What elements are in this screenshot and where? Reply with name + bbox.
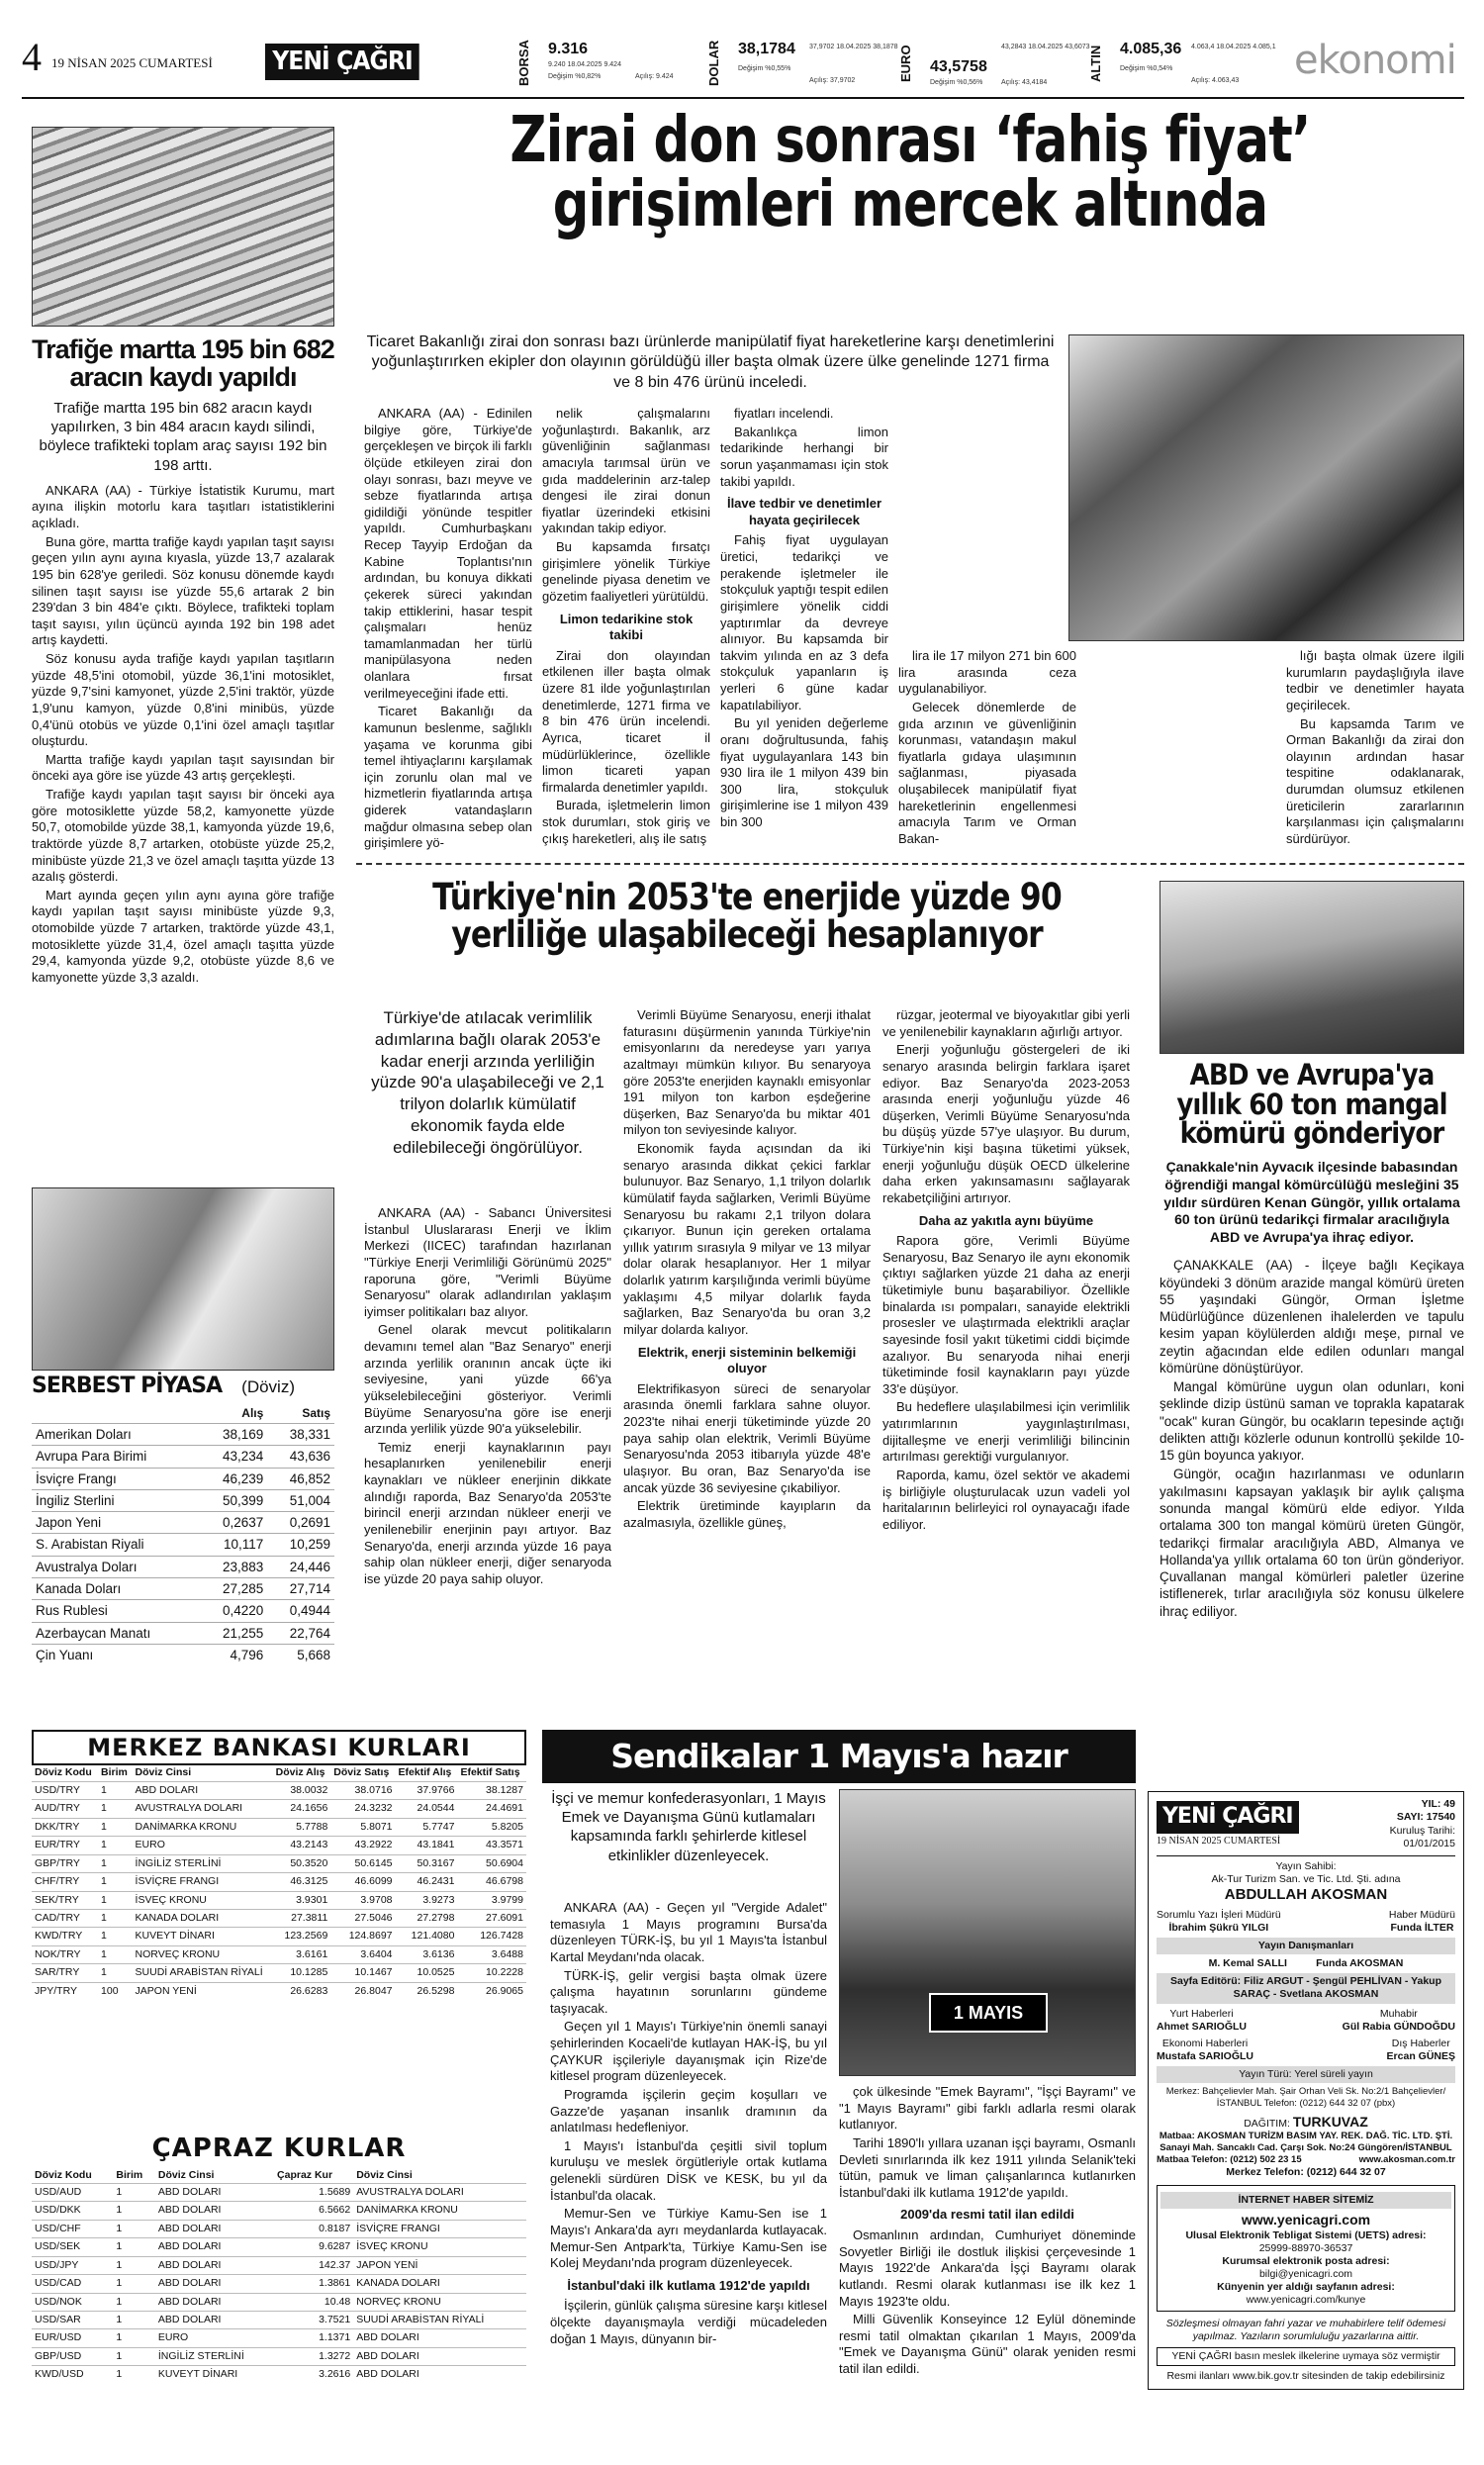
fx-row bbox=[32, 1534, 334, 1556]
fx-currency: Amerikan Doları bbox=[32, 1424, 201, 1446]
cb-cell: 5.8071 bbox=[330, 1818, 395, 1836]
mayday-lead: İşçi ve memur konfederasyonları, 1 Mayıs Emek ve Dayanışma Günü kutlamaları kapsamında farklı şehirlerde kitlesel etkinlikler düzenleyecek. bbox=[551, 1790, 826, 1864]
mayday-headline: Sendikalar 1 Mayıs'a hazır bbox=[542, 1730, 1136, 1783]
fx-row bbox=[32, 1468, 334, 1489]
cross-cell: 1 bbox=[113, 2329, 154, 2347]
cb-table bbox=[32, 1765, 526, 2000]
cb-cell: 1 bbox=[98, 1781, 133, 1799]
cross-cell: ABD DOLARI bbox=[155, 2202, 274, 2220]
cb-cell: SAR/TRY bbox=[32, 1964, 98, 1982]
serbest-piyasa bbox=[32, 1375, 334, 1665]
cross-cell: USD/CAD bbox=[32, 2275, 113, 2293]
cb-cell: 3.9799 bbox=[457, 1891, 526, 1909]
fx-sell: 51,004 bbox=[267, 1489, 334, 1511]
cross-cell: ABD DOLARI bbox=[155, 2293, 274, 2311]
cross-cell: 0.8187 bbox=[274, 2220, 353, 2237]
cross-cell: 1.5689 bbox=[274, 2183, 353, 2201]
cb-cell: 1 bbox=[98, 1800, 133, 1818]
cross-cell: USD/AUD bbox=[32, 2183, 113, 2201]
cb-header: Efektif Satış bbox=[460, 1766, 520, 1779]
cb-cell: AUD/TRY bbox=[32, 1800, 98, 1818]
cb-row bbox=[32, 1800, 526, 1818]
cross-row bbox=[32, 2293, 526, 2311]
traffic-article bbox=[32, 336, 334, 989]
central-bank-rates bbox=[32, 1730, 526, 2000]
cross-row bbox=[32, 2183, 526, 2201]
main-col3: fiyatları incelendi. Bakanlıkça limon tedarikinde herhangi bir sorun yaşanmaması için stok takibi yapıldı. İlave tedbir ve denetimler hayata geçirilecek Fahiş fiyat uygulayan üretici, tedarikçi ve perakende işletmeler ile stokçuluk yaptığı tespit edilen girişimlere yönelik ciddi yaptırımlar da devreye alınıyor. Bu kapsamda bir takvim yılında en az 3 defa stokçuluk yapanların iş yerleri 6 güne kadar kapatılabiliyor. Bu yıl yeniden değerleme oranı doğrultusunda, fahiş fiyat uygulayanlara 143 bin 930 lira ile 1 milyon 439 bin 300 lira, stokçuluk girişimlerine ise 1 milyon 439 bin 300 bbox=[720, 406, 888, 829]
section-divider bbox=[356, 863, 1464, 865]
main-col4b bbox=[1086, 648, 1276, 667]
fx-sell: 27,714 bbox=[267, 1577, 334, 1599]
traffic-body: ANKARA (AA) - Türkiye İstatistik Kurumu, mart ayına ilişkin motorlu kara taşıtları istatistiklerini açıkladı. Buna göre, martta trafiğe kaydı yapılan taşıt sayısı geçen yılın aynı ayına kıyasla, yüzde 13,7 azalarak 195 bin 628'ye geriledi. Söz konusu dönemde kaydı silinen taşıt sayısı ise yüzde 55,6 artarak 2 bin 239'dan 3 bin 484'e çıktı. Böylece, trafikteki toplam taşıt sayısı, yılın üçüncü ayında 192 bin 198 adet artış kaydetti. Söz konusu ayda trafiğe kaydı yapılan taşıtların yüzde 48,5'ini otomobil, yüzde 36,1'ini motosiklet, yüzde 9,7'sini kamyonet, yüzde 2,5'ini traktör, yüzde 1,9'unu kamyon, yüzde 0,8'ini minibüs, yüzde 0,4'ünü otobüs ve yüzde 0,1'ini özel amaçlı taşıtlar oluşturdu. Martta trafiğe kaydı yapılan taşıt sayısından bir önceki aya göre ise yüzde 43 artış gerçekleşti. Trafiğe kaydı yapılan taşıt sayısı bir önceki aya göre motosiklette yüzde 58,2, kamyonette yüzde 50,7, otomobilde yüzde 38,1, kamyonda yüzde 19,6, traktörde yüzde 8,7 artarken, otobüste yüzde 25,2, minibüste yüzde 21,3 ve özel amaçlı taşıtta yüzde 13 azalış gösterdi. Mart ayında geçen yılın aynı ayına göre trafiğe kaydı yapılan taşıt sayısı minibüste yüzde 9,3, otomobilde yüzde 7 artarken, traktörde yüzde 43,1, motosiklette yüzde 31,4, özel amaçlı taşıtta yüzde 29,4, kamyonda yüzde 9,2, otobüste yüzde 8,6 ve kamyonette yüzde 3,3 azaldı. bbox=[32, 482, 334, 985]
market-dolar: DOLAR 38,1784 37,9702 18.04.2025 38,1878 Değişim %0,55% Açılış: 37,9702 bbox=[706, 40, 898, 87]
coal-article bbox=[1159, 1058, 1464, 1622]
cross-cell: ABD DOLARI bbox=[353, 2366, 526, 2384]
fx-sell: 0,2691 bbox=[267, 1512, 334, 1534]
cross-cell: 1 bbox=[113, 2202, 154, 2220]
coal-headline: ABD ve Avrupa'ya yıllık 60 ton mangal kömürü gönderiyor bbox=[1176, 1058, 1447, 1151]
cb-cell: 50.6904 bbox=[457, 1854, 526, 1872]
fx-sell: 10,259 bbox=[267, 1534, 334, 1556]
cb-cell: 126.7428 bbox=[457, 1928, 526, 1945]
energy-col1: ANKARA (AA) - Sabancı Üniversitesi İstanbul Uluslararası Enerji ve İklim Merkezi (IICEC) tarafından hazırlanan "Türkiye Enerji Verimliliği Görünümü 2025" raporuna göre, "Verimli Büyüme Senaryosu" olarak adlandırılan yaklaşım iyimser politikaları baz alıyor. Genel olarak mevcut politikaların devamını temel alan "Baz Senaryo" enerji arzında yerlilik oranının ancak üçte iki seviyesine, yani yüzde 66'ya yükselebileceğini gösteriyor. Verimli Büyüme Senaryosu'na göre ise enerji arzında yerlilik yüzde 90'a yükselebilir. Temiz enerji kaynaklarının payı hesaplanırken yenilenebilir enerji kaynakları ve nükleer enerjinin dikkate alındığı raporda, Baz Senaryo'da 2053'te birincil enerji arzından nükleer enerji ve yenilenebilir enerjinin payı artıyor. Baz Senaryo'da, enerji arzında yüzde 16 paya sahip olan nükleer enerji, diğer senaryoda ise yüzde 20 paya sahip oluyor. bbox=[364, 1205, 611, 1586]
cross-rates bbox=[32, 2130, 526, 2384]
cb-cell: 43.2143 bbox=[273, 1837, 331, 1854]
cb-cell: 3.6136 bbox=[396, 1945, 458, 1963]
fx-row bbox=[32, 1446, 334, 1468]
cb-cell: 24.0544 bbox=[396, 1800, 458, 1818]
cb-row bbox=[32, 1818, 526, 1836]
fx-buy: 21,255 bbox=[201, 1622, 268, 1644]
cross-cell: USD/SAR bbox=[32, 2312, 113, 2329]
cb-row bbox=[32, 1909, 526, 1927]
cross-row bbox=[32, 2329, 526, 2347]
cross-cell: ABD DOLARI bbox=[155, 2275, 274, 2293]
cb-cell: 1 bbox=[98, 1818, 133, 1836]
cb-cell: 3.6404 bbox=[330, 1945, 395, 1963]
cross-cell: NORVEÇ KRONU bbox=[353, 2293, 526, 2311]
fx-row bbox=[32, 1556, 334, 1577]
cb-row bbox=[32, 1945, 526, 1963]
cross-title: ÇAPRAZ KURLAR bbox=[151, 2133, 407, 2163]
cb-cell: 46.2431 bbox=[396, 1873, 458, 1891]
cb-cell: 3.6161 bbox=[273, 1945, 331, 1963]
cross-cell: USD/JPY bbox=[32, 2256, 113, 2274]
cross-cell: JAPON YENİ bbox=[353, 2256, 526, 2274]
cross-row bbox=[32, 2220, 526, 2237]
cb-cell: 10.2228 bbox=[457, 1964, 526, 1982]
cross-cell: 1 bbox=[113, 2366, 154, 2384]
main-headline: Zirai don sonrası ‘fahiş fiyat’ girişimleri mercek altında bbox=[510, 104, 1311, 242]
cross-cell: SUUDİ ARABİSTAN RİYALİ bbox=[353, 2312, 526, 2329]
cross-cell: ABD DOLARI bbox=[155, 2238, 274, 2256]
cb-row bbox=[32, 1891, 526, 1909]
cb-cell: 26.9065 bbox=[457, 1982, 526, 2000]
cross-header: Döviz Cinsi bbox=[157, 2168, 215, 2181]
cb-cell: 27.3811 bbox=[273, 1909, 331, 1927]
fx-currency: İngiliz Sterlini bbox=[32, 1489, 201, 1511]
market-altin: ALTIN 4.085,36 4.063,4 18.04.2025 4.085,1 Değişim %0,54% Açılış: 4.063,43 bbox=[1088, 41, 1276, 84]
fx-currency: Kanada Doları bbox=[32, 1577, 201, 1599]
mayday-photo bbox=[839, 1789, 1136, 2076]
cb-cell: 124.8697 bbox=[330, 1928, 395, 1945]
cross-row bbox=[32, 2275, 526, 2293]
cb-cell: USD/TRY bbox=[32, 1781, 98, 1799]
cross-cell: İNGİLİZ STERLİNİ bbox=[155, 2347, 274, 2365]
cb-header: Birim bbox=[101, 1766, 128, 1779]
cb-row bbox=[32, 1873, 526, 1891]
mayday-banner: 1 MAYIS bbox=[929, 1993, 1048, 2033]
serbest-subtitle: (Döviz) bbox=[241, 1377, 295, 1396]
cb-cell: 38.0716 bbox=[330, 1781, 395, 1799]
fx-buy: 23,883 bbox=[201, 1556, 268, 1577]
main-col5: lığı başta olmak üzere ilgili kurumların paydaşlığıyla ilave tedbir ve denetimler hayata geçirilecek. Bu kapsamda Tarım ve Orman Bakanlığı da zirai don olayının ardından hasar tespitine odaklanarak, durumdan olumsuz etkilenen üreticilerin zararlarının karşılanması için çalışmalarını sürdürüyor. bbox=[1286, 648, 1464, 846]
fx-buy: 0,4220 bbox=[201, 1600, 268, 1622]
cb-cell: 46.6798 bbox=[457, 1873, 526, 1891]
coal-lead: Çanakkale'nin Ayvacık ilçesinde babasından öğrendiği mangal kömürcülüğü mesleğini 35 yıldır sürdüren Kenan Güngör, yıllık ortalama 60 ton ürünü tedarikçi firmalar aracılığıyla ABD ve Avrupa'ya ihraç ediyor. bbox=[1163, 1158, 1460, 1246]
cb-cell: 1 bbox=[98, 1909, 133, 1927]
cross-row bbox=[32, 2366, 526, 2384]
cb-row bbox=[32, 1928, 526, 1945]
fx-row bbox=[32, 1577, 334, 1599]
cb-cell: KANADA DOLARI bbox=[133, 1909, 273, 1927]
cb-cell: 43.3571 bbox=[457, 1837, 526, 1854]
issue-date: 19 NİSAN 2025 CUMARTESİ bbox=[51, 55, 213, 70]
cb-cell: 38.0032 bbox=[273, 1781, 331, 1799]
cross-cell: 1 bbox=[113, 2256, 154, 2274]
market-euro: EURO 43,5758 43,2843 18.04.2025 43,6073 Değişim %0,56% Açılış: 43,4184 bbox=[898, 44, 1090, 86]
cross-cell: KUVEYT DİNARI bbox=[155, 2366, 274, 2384]
fx-currency: Rus Rublesi bbox=[32, 1600, 201, 1622]
cb-cell: AVUSTRALYA DOLARI bbox=[133, 1800, 273, 1818]
main-col4: lira ile 17 milyon 271 bin 600 lira arasında ceza uygulanabiliyor. Gelecek dönemlerde de gıda arzının ve güvenliğinin korunması, vatandaşın makul fiyatlarla gıdaya ulaşımının sağlanması, piyasada oluşabilecek manipülatif fiyat hareketlerinin engellenmesi amacıyla Tarım ve Orman Bakan- bbox=[898, 648, 1076, 846]
cb-cell: KUVEYT DİNARI bbox=[133, 1928, 273, 1945]
cb-cell: 26.8047 bbox=[330, 1982, 395, 2000]
fx-sell: 24,446 bbox=[267, 1556, 334, 1577]
fx-sell: 0,4944 bbox=[267, 1600, 334, 1622]
cb-cell: 26.6283 bbox=[273, 1982, 331, 2000]
cb-cell: SEK/TRY bbox=[32, 1891, 98, 1909]
cross-cell: 1 bbox=[113, 2183, 154, 2201]
cross-cell: 1 bbox=[113, 2220, 154, 2237]
fx-currency: İsviçre Frangı bbox=[32, 1468, 201, 1489]
cross-cell: GBP/USD bbox=[32, 2347, 113, 2365]
cb-cell: EURO bbox=[133, 1837, 273, 1854]
cb-cell: 38.1287 bbox=[457, 1781, 526, 1799]
cb-row bbox=[32, 1837, 526, 1854]
cross-row bbox=[32, 2347, 526, 2365]
cross-cell: 1 bbox=[113, 2238, 154, 2256]
cb-header: Efektif Alış bbox=[398, 1766, 452, 1779]
currency-photo bbox=[32, 1187, 334, 1371]
cross-cell: İSVEÇ KRONU bbox=[353, 2238, 526, 2256]
cb-cell: EUR/TRY bbox=[32, 1837, 98, 1854]
fx-buy: 10,117 bbox=[201, 1534, 268, 1556]
cross-header: Döviz Kodu bbox=[35, 2168, 92, 2181]
cb-cell: JAPON YENİ bbox=[133, 1982, 273, 2000]
cb-cell: KWD/TRY bbox=[32, 1928, 98, 1945]
traffic-headline: Trafiğe martta 195 bin 682 aracın kaydı yapıldı bbox=[32, 334, 334, 392]
fx-sell: 38,331 bbox=[267, 1424, 334, 1446]
masthead-logo: YENİ ÇAĞRI bbox=[265, 44, 419, 80]
cross-cell: İSVİÇRE FRANGI bbox=[353, 2220, 526, 2237]
imprint-box: YENİ ÇAĞRI 19 NİSAN 2025 CUMARTESİ YIL: 49 SAYI: 17540 Kuruluş Tarihi: 01/01/2015 Yayın Sahibi: Ak-Tur Turizm San. ve Tic. Ltd. Şti. adına ABDULLAH AKOSMAN Sorumlu Yazı İşleri Müdürü İbrahim Şükrü YILGI Haber Müdürü Funda İLTER Yayın Danışmanları M. Kemal SALLI Funda AKOSMAN Sayfa Editörü: Filiz ARGUT - Şengül PEHLİVAN - Yakup SARAÇ - Svetlana AKOSMAN Yurt Haberleri Ahmet SARIOĞLU Muhabir Gül Rabia GÜNDOĞDU Ekonomi Haberleri Mustafa SARIOĞLU Dış Haberler Ercan GÜNEŞ Yayın Türü: Yerel süreli yayın Merkez: Bahçelievler Mah. Şair Orhan Veli Sk. No:2/1 Bahçelievler/İSTANBUL Telefon: (0212) 644 32 07 (pbx) DAĞITIM: TURKUVAZ Matbaa: AKOSMAN TURİZM BASIM YAY. REK. DAĞ. TİC. LTD. ŞTİ. Sanayi Mah. Sancaklı Cad. Çarşı Sok. No:24 Güngören/İSTANBUL Matbaa Telefon: (0212) 502 23 15 www.akosman.com.tr Merkez Telefon: (0212) 644 32 07 İNTERNET HABER SİTEMİZ www.yenicagri.com Ulusal Elektronik Tebligat Sistemi (UETS) adresi: 25999-88970-36537 Kurumsal elektronik posta adresi: bilgi@yenicagri.com Künyenin yer aldığı sayfanın adresi: www.yenicagri.com/kunye Sözleşmesi olmayan fahri yazar ve muhabirlere telif ödemesi yapılmaz. Yazıların sorumluluğu yazarlarına aittir. YENİ ÇAĞRI basın meslek ilkelerine uymaya söz vermiştir Resmi ilanları www.bik.gov.tr sitesinden de takip edebilirsiniz bbox=[1148, 1791, 1464, 2390]
fx-buy: 46,239 bbox=[201, 1468, 268, 1489]
cb-cell: 1 bbox=[98, 1873, 133, 1891]
cross-cell: ABD DOLARI bbox=[353, 2329, 526, 2347]
cb-cell: 3.6488 bbox=[457, 1945, 526, 1963]
cross-cell: 3.7521 bbox=[274, 2312, 353, 2329]
cross-cell: 10.48 bbox=[274, 2293, 353, 2311]
main-lead: Ticaret Bakanlığı zirai don sonrası bazı ürünlerde manipülatif fiyat hareketlerine karşı denetimlerini yoğunlaştırırken ekipler don olayının görüldüğü iller başta olmak üzere ülke genelinde 1271 firma ve 8 bin 476 ürünü inceledi. bbox=[366, 333, 1055, 391]
fx-currency: Çin Yuanı bbox=[32, 1644, 201, 1665]
energy-col2: Verimli Büyüme Senaryosu, enerji ithalat faturasını düşürmenin yanında Türkiye'nin emisyonlarını da neredeyse yarı yarıya azaltmayı mümkün kılıyor. Bu senaryoya göre 2053'te enerjiden kaynaklı emisyonlar 191 milyon ton karbon eşdeğerine düşerken, Baz Senaryo'da bu miktar 401 milyon ton seviyesinde kalıyor. Ekonomik fayda açısından da iki senaryo arasında dikkat çekici farklar bulunuyor. Baz Senaryo, 1,1 trilyon dolarlık kümülatif fayda sağlarken, Verimli Büyüme Senaryosu bu rakamı 2,1 trilyon dolara çıkarıyor. Bunun için gereken ortalama yıllık yatırım sırasıyla 9 milyar ve 13 milyar dolar olarak hesaplanıyor. Her 1 milyar dolarlık yatırım karşılığında verimli büyüme yaklaşımı 4,5 milyar dolarlık fayda sağlarken, Baz Senaryo'da bu oran 3,2 milyar dolarda kalıyor. Elektrik, enerji sisteminin belkemiği oluyor Elektrifikasyon süreci de senaryolar arasında önemli farklara sahne oluyor. 2023'te nihai enerji tüketiminde yüzde 20 paya sahip olan elektrik, Verimli Büyüme Senaryosu'nda 2053 itibarıyla yüzde 48'e ulaşıyor. Bu oran, Baz Senaryo'da ise ancak yüzde 36 seviyesine çıkabiliyor. Elektrik üretiminde kayıpların da azalmasıyla, özellikle güneş, bbox=[623, 1007, 871, 1530]
cross-cell: 9.6287 bbox=[274, 2238, 353, 2256]
traffic-lead: Trafiğe martta 195 bin 682 aracın kaydı yapılırken, 3 bin 484 aracın kaydı silindi, böylece trafikteki toplam araç sayısı 192 bin 198 arttı. bbox=[39, 400, 327, 474]
fx-currency: S. Arabistan Riyali bbox=[32, 1534, 201, 1556]
main-col1: ANKARA (AA) - Edinilen bilgiye göre, Türkiye'de gerçekleşen ve birçok ili farklı ölçüde etkileyen zirai don olayı sonrası, bazı meyve ve sebze fiyatlarında artışa gidildiği yönünde tespitler yapıldı. Cumhurbaşkanı Recep Tayyip Erdoğan da Kabine Toplantısı'nın ardından, bu konuya dikkati çekerek süreci yakından takip ettiklerini, hasar tespit çalışmaları henüz tamamlanmadan her türlü manipülasyona neden olanlara fırsat verilmeyeceğini ifade etti. Ticaret Bakanlığı da kamunun beslenme, sağlıklı yaşama ve korunma gibi temel ihtiyaçlarını karşılamak için zorunlu olan mal ve hizmetlerin fiyatlarında artışa giderek vatandaşların mağdur olmasına sebep olan girişimlere yö- bbox=[364, 406, 532, 851]
cross-cell: USD/CHF bbox=[32, 2220, 113, 2237]
cb-cell: İNGİLİZ STERLİNİ bbox=[133, 1854, 273, 1872]
cb-cell: 123.2569 bbox=[273, 1928, 331, 1945]
fx-currency: Japon Yeni bbox=[32, 1512, 201, 1534]
cb-header: Döviz Alış bbox=[275, 1766, 325, 1779]
cross-cell: EURO bbox=[155, 2329, 274, 2347]
energy-headline: Türkiye'nin 2053'te enerjide yüzde 90 yerliliğe ulaşabileceği hesaplanıyor bbox=[432, 876, 1062, 956]
cb-cell: 50.3520 bbox=[273, 1854, 331, 1872]
cb-cell: 27.2798 bbox=[396, 1909, 458, 1927]
cb-cell: ABD DOLARI bbox=[133, 1781, 273, 1799]
cb-cell: CAD/TRY bbox=[32, 1909, 98, 1927]
cross-cell: KANADA DOLARI bbox=[353, 2275, 526, 2293]
fx-sell: 43,636 bbox=[267, 1446, 334, 1468]
cb-cell: 1 bbox=[98, 1837, 133, 1854]
cb-cell: 3.9708 bbox=[330, 1891, 395, 1909]
fx-buy: 38,169 bbox=[201, 1424, 268, 1446]
cross-cell: USD/SEK bbox=[32, 2238, 113, 2256]
fx-row bbox=[32, 1512, 334, 1534]
page-number: 4 bbox=[22, 35, 42, 79]
page-header bbox=[0, 0, 1484, 109]
cross-cell: ABD DOLARI bbox=[353, 2347, 526, 2365]
fx-row bbox=[32, 1600, 334, 1622]
cb-cell: 1 bbox=[98, 1964, 133, 1982]
cb-cell: 1 bbox=[98, 1928, 133, 1945]
cb-header: Döviz Cinsi bbox=[135, 1766, 192, 1779]
cb-cell: 50.3167 bbox=[396, 1854, 458, 1872]
fx-row bbox=[32, 1622, 334, 1644]
fx-buy: 27,285 bbox=[201, 1577, 268, 1599]
cross-cell: USD/DKK bbox=[32, 2202, 113, 2220]
cb-cell: 3.9273 bbox=[396, 1891, 458, 1909]
cb-title: MERKEZ BANKASI KURLARI bbox=[32, 1730, 526, 1765]
cross-cell: 1.1371 bbox=[274, 2329, 353, 2347]
fx-row bbox=[32, 1644, 334, 1665]
cross-row bbox=[32, 2312, 526, 2329]
fx-currency: Azerbaycan Manatı bbox=[32, 1622, 201, 1644]
cb-cell: İSVİÇRE FRANGI bbox=[133, 1873, 273, 1891]
cross-row bbox=[32, 2238, 526, 2256]
cross-table bbox=[32, 2168, 526, 2384]
cross-header: Çapraz Kur bbox=[277, 2168, 333, 2181]
cross-cell: EUR/USD bbox=[32, 2329, 113, 2347]
cb-cell: 27.6091 bbox=[457, 1909, 526, 1927]
mayday-col2: çok ülkesinde "Emek Bayramı", "İşçi Bayramı" ve "1 Mayıs Bayramı" gibi farklı adlarla resmi olarak kutlanıyor. Tarihi 1890'lı yıllara uzanan işçi bayramı, Osmanlı Devleti sınırlarında ilk kez 1911 yılında Selanik'teki tütün, pamuk ve liman çalışanlarınca kutlanırken İstanbul'daki ilk kutlama 1912'de yapıldı. 2009'da resmi tatil ilan edildi Osmanlının ardından, Cumhuriyet döneminde Sovyetler Birliği ile dostluk ilişkisi çerçevesinde 1 Mayıs 1922'de Ankara'da İşçi Bayramı olarak kutlandı. Resmi olarak kutlanması ise ilk kez 1 Mayıs 1923'te oldu. Milli Güvenlik Konseyince 12 Eylül döneminde resmi tatil olmaktan çıkarılan 1 Mayıs, 2009'da "Emek ve Dayanışma Günü" olarak yeniden resmi tatil ilan edildi. bbox=[839, 2084, 1136, 2376]
cb-row bbox=[32, 1964, 526, 1982]
cross-cell: 3.2616 bbox=[274, 2366, 353, 2384]
fx-currency: Avustralya Doları bbox=[32, 1556, 201, 1577]
cb-row bbox=[32, 1854, 526, 1872]
cross-cell: 6.5662 bbox=[274, 2202, 353, 2220]
cb-cell: SUUDİ ARABİSTAN RİYALİ bbox=[133, 1964, 273, 1982]
cb-cell: 50.6145 bbox=[330, 1854, 395, 1872]
cb-cell: 10.0525 bbox=[396, 1964, 458, 1982]
section-name: ekonomi bbox=[1294, 38, 1456, 83]
fx-row bbox=[32, 1489, 334, 1511]
cb-cell: 1 bbox=[98, 1945, 133, 1963]
cross-cell: ABD DOLARI bbox=[155, 2183, 274, 2201]
cross-cell: 1 bbox=[113, 2275, 154, 2293]
cb-cell: 43.1841 bbox=[396, 1837, 458, 1854]
cb-cell: 24.4691 bbox=[457, 1800, 526, 1818]
fx-buy: 4,796 bbox=[201, 1644, 268, 1665]
cross-cell: 1.3861 bbox=[274, 2275, 353, 2293]
cb-cell: 37.9766 bbox=[396, 1781, 458, 1799]
coal-body: ÇANAKKALE (AA) - İlçeye bağlı Keçikaya köyündeki 3 dönüm arazide mangal kömürü üreten 55 yaşındaki Güngör, Orman İşletme Müdürlüğünce düzenlenen ihalelerden ve tapulu kesim yapan köylülerden aldığı meşe, pırnal ve zeytin ağacından elde edilen odunları mangal kömürüne dönüştürüyor. Mangal kömürüne uygun olan odunları, koni şeklinde dizip üstünü saman ve toprakla kapatarak "ocak" kuran Güngör, bu ocakların tepesinde açtığı delikten attığı közlerle odunun kontrollü şekilde 10-15 gün boyunca yakıyor. Güngör, ocağın hazırlanması ve odunların yakılmasını kapsayan yaklaşık bir aylık çalışma sonunda mangal kömürü elde ediyor. Yılda ortalama 300 ton mangal kömürü üreten Güngör, tedarikçi firmalar aracılığıyla ABD, Almanya ve Hollanda'ya yıllık ortalama 60 ton ürün gönderiyor. Çuvallanan mangal kömürleri paletler üzerine istiflenerek, tırlar aracılığıyla söz konusu ülkelere ihraç ediliyor. bbox=[1159, 1258, 1464, 1619]
cb-header: Döviz Satış bbox=[333, 1766, 390, 1779]
cb-cell: GBP/TRY bbox=[32, 1854, 98, 1872]
cb-cell: DANİMARKA KRONU bbox=[133, 1818, 273, 1836]
cross-cell: USD/NOK bbox=[32, 2293, 113, 2311]
cb-header: Döviz Kodu bbox=[35, 1766, 92, 1779]
cb-cell: 27.5046 bbox=[330, 1909, 395, 1927]
cb-cell: 5.8205 bbox=[457, 1818, 526, 1836]
energy-col3: rüzgar, jeotermal ve biyoyakıtlar gibi yerli ve yenilenebilir kaynakların ağırlığı artıyor. Enerji yoğunluğu göstergeleri de iki senaryo arasında belirgin farklara işaret ediyor. Baz Senaryo'da 2023-2053 arasında enerji yoğunluğu yüzde 46 düşerken, Verimli Büyüme Senaryosu'nda bu düşüş yüzde 57'ye ulaşıyor. Bu durum, Türkiye'nin kişi başına tüketimi yüksek, enerji yoğunluğu düşük OECD ülkelerine daha erken yakınsamasını sağlayarak rekabetçiliğini artırıyor. Daha az yakıtla aynı büyüme Rapora göre, Verimli Büyüme Senaryosu, Baz Senaryo ile aynı ekonomik çıktıyı sağlarken yüzde 21 daha az enerji tüketimiyle bunu başarabiliyor. Özellikle binalarda ısı pompaları, sanayide elektrikli prosesler ve ulaştırmada elektrikli araçlar sayesinde fosil yakıt tüketimi ciddi biçimde azalıyor. Bu senaryoda nihai enerji tüketiminde fosil kaynakların payı yüzde 33'e düşüyor. Bu hedeflere ulaşılabilmesi için verimlilik yatırımlarının yaygınlaştırılması, dijitalleşme ve enerji verimliliği bilincinin artırılması gerektiği vurgulanıyor. Raporda, kamu, özel sektör ve akademi iş birliğiyle oluşturulacak uzun vadeli yol haritalarının belirleyici rol oynayacağı ifade ediliyor. bbox=[882, 1007, 1130, 1532]
header-rule bbox=[22, 97, 1464, 99]
serbest-table: Alış Satış Amerikan Doları 38,169 38,331 Avrupa Para Birimi 43,234 43,636 İsviçre Frangı 46,239 46,852 İngiliz Sterlini 50,399 51,004 Japon Yeni 0,2637 0,2691 S. Arabistan Riyali 10,117 10,259 Avustralya Doları 23,883 24,446 Kanada Doları 27,285 27,714 Rus Rublesi 0,4220 0,4944 Azerbaycan Manatı 21,255 22,764 Çin Yuanı 4,796 5,668 bbox=[32, 1404, 334, 1665]
coal-photo bbox=[1159, 881, 1464, 1054]
cb-row bbox=[32, 1781, 526, 1799]
cb-cell: 1 bbox=[98, 1891, 133, 1909]
fx-row bbox=[32, 1424, 334, 1446]
main-col2: nelik çalışmalarını yoğunlaştırdı. Bakanlık, arz güvenliğinin sağlanması amacıyla tarımsal ürün ve gıda maddelerinin arz-talep dengesi ile zirai donun fiyatlar üzerindeki etkisini yakından takip ediyor. Bu kapsamda fırsatçı girişimlere yönelik Türkiye genelinde piyasa denetim ve gözetim faaliyetleri yürütüldü. Limon tedarikine stok takibi Zirai don olayından etkilenen iller başta olmak üzere 81 ilde yoğunlaştırılan denetimlerde, 1271 firma ve 8 bin 476 ürün incelendi. Ayrıca, ticaret il müdürlüklerince, özellikle limon ticareti yapan firmalarda denetimler yapıldı. Burada, işletmelerin limon stok durumları, stok giriş ve çıkış hareketleri, alış ile satış bbox=[542, 406, 710, 846]
cb-cell: 100 bbox=[98, 1982, 133, 2000]
cross-cell: 1 bbox=[113, 2312, 154, 2329]
cb-cell: CHF/TRY bbox=[32, 1873, 98, 1891]
cross-header: Birim bbox=[116, 2168, 143, 2181]
cross-cell: KWD/USD bbox=[32, 2366, 113, 2384]
energy-lead: Türkiye'de atılacak verimlilik adımlarına bağlı olarak 2053'e kadar enerji arzında yerliliğin yüzde 90'a ulaşabileceği ve 2,1 trilyon dolarlık kümülatif ekonomik fayda elde edilebileceği öngörülüyor. bbox=[371, 1008, 604, 1157]
cross-cell: 1 bbox=[113, 2347, 154, 2365]
cb-cell: 46.3125 bbox=[273, 1873, 331, 1891]
fx-currency: Avrupa Para Birimi bbox=[32, 1446, 201, 1468]
cross-cell: ABD DOLARI bbox=[155, 2312, 274, 2329]
cross-cell: ABD DOLARI bbox=[155, 2220, 274, 2237]
fx-sell: 5,668 bbox=[267, 1644, 334, 1665]
cb-row bbox=[32, 1982, 526, 2000]
cross-cell: 1 bbox=[113, 2293, 154, 2311]
cb-cell: NOK/TRY bbox=[32, 1945, 98, 1963]
cb-cell: 121.4080 bbox=[396, 1928, 458, 1945]
market-borsa: BORSA 9.316 9.240 18.04.2025 9.424 Değişim %0,82% Açılış: 9.424 bbox=[516, 40, 674, 87]
cb-cell: 46.6099 bbox=[330, 1873, 395, 1891]
cb-cell: İSVEÇ KRONU bbox=[133, 1891, 273, 1909]
cb-cell: DKK/TRY bbox=[32, 1818, 98, 1836]
cb-cell: 5.7747 bbox=[396, 1818, 458, 1836]
fx-sell: 46,852 bbox=[267, 1468, 334, 1489]
fx-sell: 22,764 bbox=[267, 1622, 334, 1644]
imprint-logo: YENİ ÇAĞRI bbox=[1157, 1801, 1299, 1833]
cb-cell: JPY/TRY bbox=[32, 1982, 98, 2000]
cross-cell: 142.37 bbox=[274, 2256, 353, 2274]
cross-row bbox=[32, 2256, 526, 2274]
serbest-title: SERBEST PİYASA bbox=[32, 1374, 223, 1398]
cb-cell: 24.1656 bbox=[273, 1800, 331, 1818]
fx-buy: 0,2637 bbox=[201, 1512, 268, 1534]
fx-buy: 43,234 bbox=[201, 1446, 268, 1468]
cb-cell: 1 bbox=[98, 1854, 133, 1872]
cross-header: Döviz Cinsi bbox=[356, 2168, 413, 2181]
cb-cell: 24.3232 bbox=[330, 1800, 395, 1818]
cross-cell: ABD DOLARI bbox=[155, 2256, 274, 2274]
traffic-photo bbox=[32, 127, 334, 327]
cb-cell: 5.7788 bbox=[273, 1818, 331, 1836]
cross-row bbox=[32, 2202, 526, 2220]
cb-cell: 10.1467 bbox=[330, 1964, 395, 1982]
mayday-col1: ANKARA (AA) - Geçen yıl "Vergide Adalet" temasıyla 1 Mayıs programını Bursa'da düzenleyen TÜRK-İŞ, bu yıl 1 Mayıs'ta İstanbul Kartal Meydanı'nda olacak. TÜRK-İŞ, gelir vergisi başta olmak üzere çalışma hayatının sorunlarını gündeme taşıyacak. Geçen yıl 1 Mayıs'ı Türkiye'nin önemli sanayi şehirlerinden Kocaeli'de kutlayan HAK-İŞ, bu yıl ÇAYKUR işçileriyle dayanışmak için Rize'de kitlesel program düzenleyecek. Programda işçilerin geçim koşulları ve Gazze'de yaşanan insanlık dramının da anlatılması hedefleniyor. 1 Mayıs'ı İstanbul'da çeşitli sivil toplum kuruluşu ve meslek örgütleriyle ortak kutlama gelenekli sürdüren DİSK ve KESK, bu yıl da İstanbul'da olacak. Memur-Sen ve Türkiye Kamu-Sen ise 1 Mayıs'ı Ankara'da ayrı meydanlarda kutlayacak. Memur-Sen Antpark'ta, Türkiye Kamu-Sen ise Kolej Meydanı'nda program düzenleyecek. İstanbul'daki ilk kutlama 1912'de yapıldı İşçilerin, günlük çalışma süresine karşı kitlesel ölçekte dayanışmayla verdiği mücadeleden doğan 1 Mayıs, dünyanın bir- bbox=[550, 1900, 827, 2346]
cb-cell: 26.5298 bbox=[396, 1982, 458, 2000]
cb-cell: 43.2922 bbox=[330, 1837, 395, 1854]
cb-cell: 10.1285 bbox=[273, 1964, 331, 1982]
fx-buy: 50,399 bbox=[201, 1489, 268, 1511]
cross-cell: AVUSTRALYA DOLARI bbox=[353, 2183, 526, 2201]
cb-cell: NORVEÇ KRONU bbox=[133, 1945, 273, 1963]
cross-cell: DANİMARKA KRONU bbox=[353, 2202, 526, 2220]
cb-cell: 3.9301 bbox=[273, 1891, 331, 1909]
cross-cell: 1.3272 bbox=[274, 2347, 353, 2365]
inspector-photo bbox=[1068, 334, 1464, 641]
